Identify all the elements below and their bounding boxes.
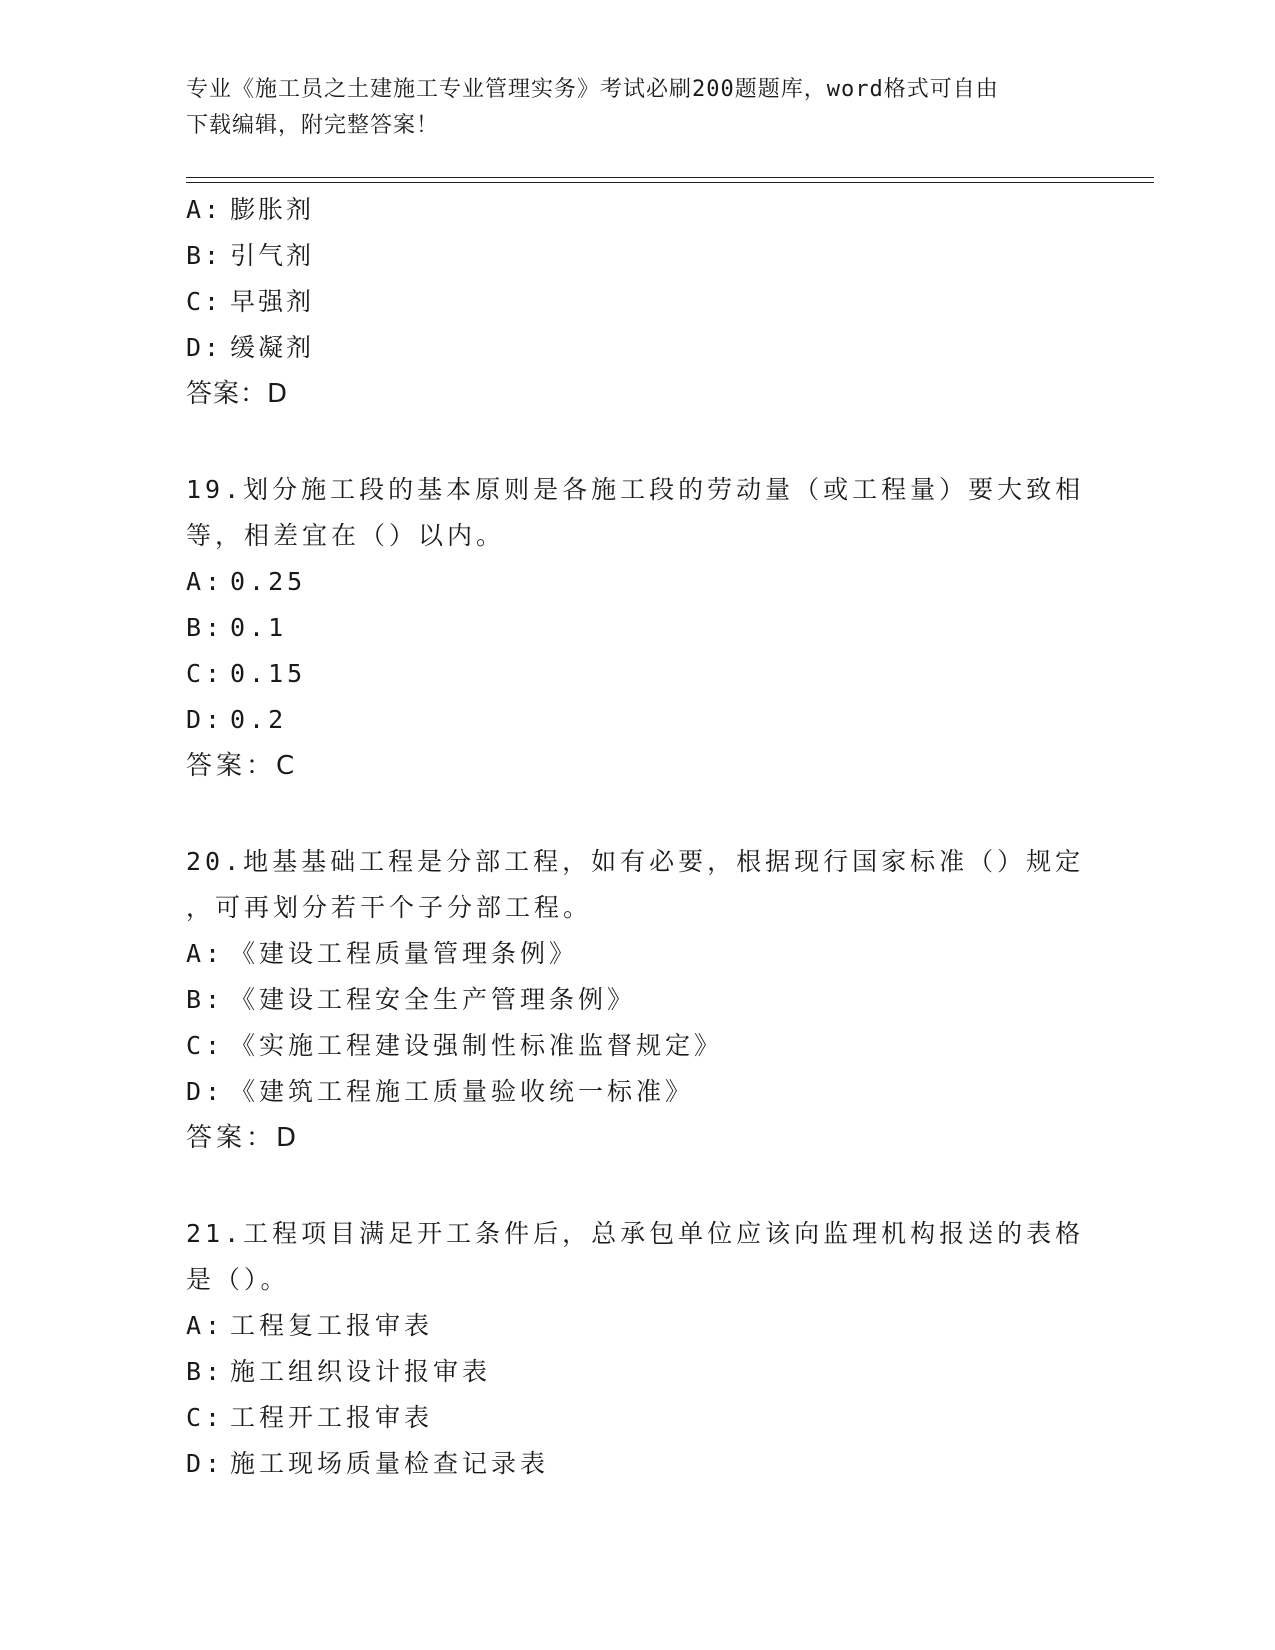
option-a: A: 《建设工程质量管理条例》 (186, 939, 579, 968)
answer: 答案：C (186, 751, 299, 781)
option-a: A: 工程复工报审表 (186, 1311, 434, 1340)
option-b: B: 施工组织设计报审表 (186, 1357, 492, 1386)
question-stem-line-2: ，可再划分若干个子分部工程。 (186, 893, 593, 922)
question-stem-line-1: 19.划分施工段的基本原则是各施工段的劳动量（或工程量）要大致相 (186, 475, 1085, 504)
header-line-1: 专业《施工员之土建施工专业管理实务》考试必刷200题题库，word格式可自由 (186, 77, 999, 102)
question-stem-line-2: 是（）。 (186, 1265, 290, 1294)
question-21 (186, 1211, 1086, 1487)
question-stem-line-1: 20.地基基础工程是分部工程，如有必要，根据现行国家标准（）规定 (186, 847, 1085, 876)
option-c: C: 《实施工程建设强制性标准监督规定》 (186, 1031, 724, 1060)
answer: 答案：D (186, 1123, 301, 1153)
option-b: B: 引气剂 (186, 241, 315, 270)
question-stem-line-1: 21.工程项目满足开工条件后，总承包单位应该向监理机构报送的表格 (186, 1219, 1085, 1248)
option-b: B: 0.1 (186, 613, 288, 642)
question-stem-line-2: 等，相差宜在（）以内。 (186, 521, 506, 550)
option-c: C: 工程开工报审表 (186, 1403, 434, 1432)
option-d: D: 0.2 (186, 705, 288, 734)
question-20 (186, 839, 1086, 1161)
question-19 (186, 467, 1086, 789)
option-a: A: 膨胀剂 (186, 195, 315, 224)
option-d: D: 《建筑工程施工质量验收统一标准》 (186, 1077, 695, 1106)
answer: 答案：D (186, 379, 289, 409)
option-d: D: 缓凝剂 (186, 333, 315, 362)
option-b: B: 《建设工程安全生产管理条例》 (186, 985, 637, 1014)
option-d: D: 施工现场质量检查记录表 (186, 1449, 550, 1478)
option-a: A: 0.25 (186, 567, 307, 596)
question-list (186, 187, 1086, 1487)
option-c: C: 早强剂 (186, 287, 315, 316)
document-header (186, 72, 1086, 144)
question-18 (186, 187, 1086, 417)
header-rule-bottom (186, 182, 1154, 183)
header-line-2: 下载编辑，附完整答案！ (186, 113, 440, 138)
option-c: C: 0.15 (186, 659, 307, 688)
header-rule-top (186, 177, 1154, 178)
